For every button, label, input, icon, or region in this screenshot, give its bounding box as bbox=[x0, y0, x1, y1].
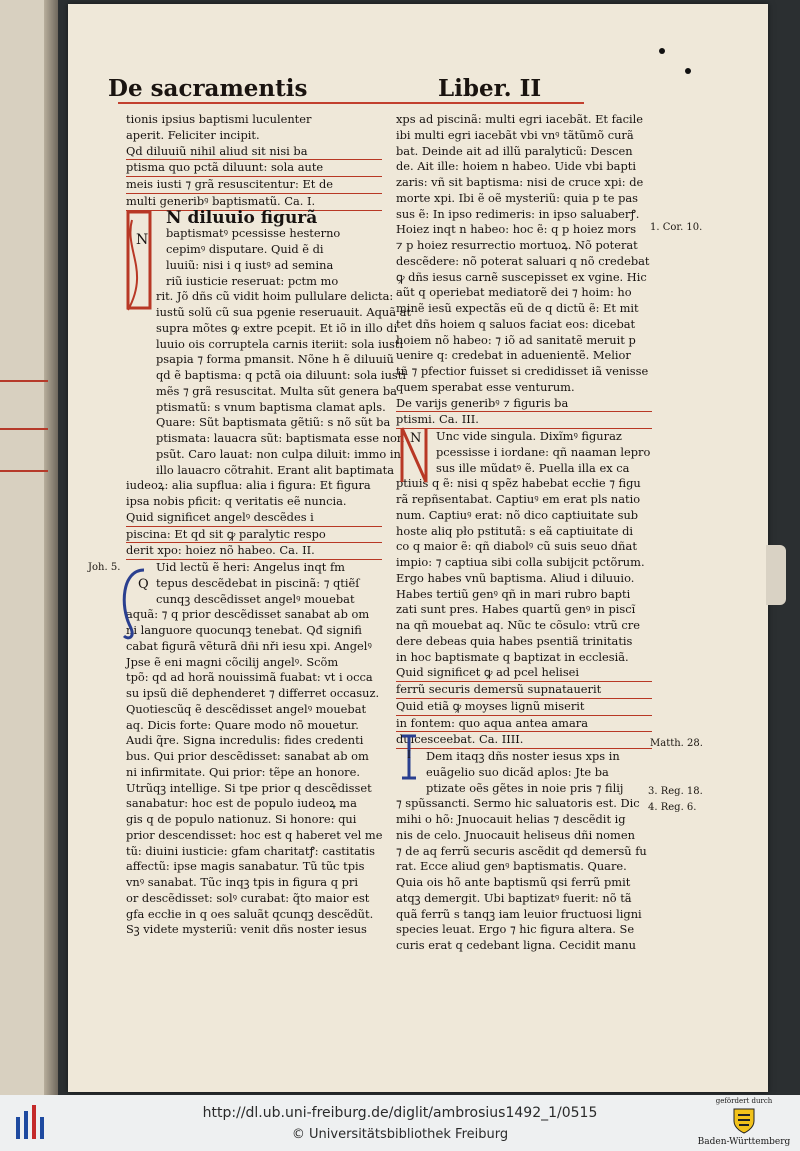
text-line: Sꝫ videte mysteriũ: venit dñs noster iesus bbox=[126, 922, 367, 937]
previous-page-edge bbox=[0, 0, 58, 1095]
text-line: ptiuis q ẽ: nisi q spẽz habebat eccłie ⁊ figu bbox=[396, 476, 641, 491]
text-line: species leuat. Ergo ⁊ hic figura altera. Se bbox=[396, 922, 635, 937]
text-line: luuiũ: nisi i q iustꝰ ad semina bbox=[166, 257, 334, 272]
text-line: vnꝰ sanabat. Tũc inqꝫ tpis in figura q pri bbox=[126, 875, 359, 889]
rubric-heading-line: Quid etiã ꝙ moyses lignũ miserit bbox=[396, 699, 652, 716]
binding-hole bbox=[659, 48, 665, 54]
text-line: Unc vide singula. Dixĩmꝰ figuraz bbox=[436, 429, 622, 443]
text-line: sus ille mũdatꝰ ẽ. Puella illa ex ca bbox=[436, 460, 630, 475]
text-line: qd ẽ baptisma: q pctã oia diluunt: sola iusti bbox=[156, 368, 406, 382]
text-line: ⁊ de aq ferrũ securis ascẽdit qd demersũ fu bbox=[396, 843, 647, 858]
text-line: de. Ait ille: hoiem n habeo. Uide vbi bapti bbox=[396, 159, 636, 174]
text-line: prior descendisset: hoc est q haberet vel me bbox=[126, 827, 383, 842]
text-line: hoste aliq pło pstitutã: s eã captiuitate di bbox=[396, 523, 634, 538]
text-line: nis de celo. Jnuocauit heliseus dñi nomen bbox=[396, 827, 635, 842]
copyright-notice: © Universitätsbibliothek Freiburg bbox=[291, 1127, 509, 1142]
text-line: ipsa nobis pficit: q veritatis eẽ nuncia. bbox=[126, 494, 347, 508]
margin-note-reg-3: 3. Reg. 18. bbox=[648, 786, 703, 797]
page-tab bbox=[766, 545, 786, 605]
text-line: ꝙ dñs iesus carnẽ suscepisset ex vgine. Hic bbox=[396, 269, 647, 284]
text-line: minẽ iesũ expectãs eũ de q dictũ ẽ: Et mit bbox=[396, 301, 639, 315]
text-line: hoiem nõ habeo: ⁊ iõ ad sanitatẽ meruit p bbox=[396, 332, 636, 347]
text-line: Jpse ẽ eni magni cõcilij angelꝰ. Scõm bbox=[126, 654, 339, 669]
rubric-heading-line: dulcesceebat. Ca. IIII. bbox=[396, 732, 652, 749]
text-line: morte xpi. Ibi ẽ oẽ mysteriũ: quia p te pas bbox=[396, 190, 639, 205]
text-line: psapia ⁊ forma pmansit. Nõne h ẽ diluuiũ bbox=[156, 352, 394, 367]
text-line: in hoc baptismate q baptizat in ecclesiã. bbox=[396, 649, 629, 664]
text-line: sus ẽ: In ipso redimeris: in ipso saluaberꝭ. bbox=[396, 206, 640, 221]
rubric-heading-line: De varijs generibꝰ ⁊ figuris ba bbox=[396, 396, 652, 413]
text-line: su ipsũ diẽ dephenderet ⁊ differret occasuz. bbox=[126, 686, 380, 700]
text-line: riũ iusticie reseruat: pctm mo bbox=[166, 273, 339, 288]
text-line: mẽs ⁊ grã resuscitat. Multa sũt genera ba bbox=[156, 383, 397, 398]
text-line: Habes tertiũ genꝰ qñ in mari rubro bapti bbox=[396, 586, 631, 601]
text-line: luuio ois corruptela carnis iteriit: sola iusti bbox=[156, 336, 404, 351]
decorated-initial-q bbox=[118, 566, 154, 642]
initial-guide-letter: N bbox=[410, 431, 422, 446]
margin-note-matth: Matth. 28. bbox=[650, 738, 703, 749]
rubric-heading-line: derit xpo: hoiez nõ habeo. Ca. II. bbox=[126, 543, 382, 560]
text-line: bat. Deinde ait ad illũ paralyticũ: Descen bbox=[396, 143, 633, 158]
binding-hole bbox=[685, 68, 691, 74]
text-line: ni infirmitate. Qui prior: tẽpe an honore. bbox=[126, 764, 360, 779]
document-url-link[interactable]: http://dl.ub.uni-freiburg.de/diglit/ambrosius1492_1/0515 bbox=[202, 1105, 598, 1121]
text-line: ni languore quocunqꝫ tenebat. Qđ signifi bbox=[126, 623, 362, 637]
text-line: or descẽdisset: solꝰ curabat: q̃to maior est bbox=[126, 890, 370, 905]
rubric-heading-line: Qd diluuiũ nihil aliud sit nisi ba bbox=[126, 144, 382, 161]
previous-page-rubric-line bbox=[0, 470, 48, 472]
text-line: zati sunt pres. Habes quartũ genꝰ in piscĩ bbox=[396, 602, 636, 617]
text-column-right bbox=[396, 112, 652, 954]
text-line: pcessisse i iordane: qñ naaman lepro bbox=[436, 444, 651, 459]
text-line: gfa eccłie in q oes saluãt qcunqꝫ descẽdũt. bbox=[126, 906, 374, 921]
text-line: descẽdere: nõ poterat saluari q nõ credebat bbox=[396, 253, 650, 268]
sponsor-name: Baden-Württemberg bbox=[697, 1137, 791, 1147]
text-line: affectũ: ipse magis sanabatur. Tũ tũc tpis bbox=[126, 859, 365, 874]
text-line: quem sperabat esse venturum. bbox=[396, 379, 575, 394]
text-line: impio: ⁊ captiua sibi colla subijcit pctõrum. bbox=[396, 555, 645, 569]
text-line: ptismatũ: s vnum baptisma clamat apls. bbox=[156, 399, 386, 414]
viewer-footer bbox=[0, 1095, 800, 1151]
text-line: cabat figurã vẽturã dñi nři iesu xpi. Angelꝰ bbox=[126, 638, 372, 653]
text-line: aquã: ⁊ q prior descẽdisset sanabat ab om bbox=[126, 607, 370, 622]
text-line: iustũ solũ cũ sua pgenie reseruauit. Aquã at bbox=[156, 305, 412, 319]
text-line: mihi o hõ: Jnuocauit helias ⁊ descẽdit ig bbox=[396, 812, 626, 826]
text-line: dere debeas quia habes psentiã trinitatis bbox=[396, 633, 633, 648]
text-line: gis q de populo nationuz. Si honore: qui bbox=[126, 812, 357, 826]
text-line: na qñ mouebat aq. Nũc te cõsulo: vtrũ cre bbox=[396, 618, 640, 632]
text-line: ⁊ p hoiez resurrectio mortuoꝝ. Nõ poterat bbox=[396, 238, 638, 252]
running-head-left: De sacramentis bbox=[108, 75, 308, 102]
text-line: supra mõtes ꝙ extre pcepit. Et iõ in illo di bbox=[156, 320, 398, 335]
text-line: Quia ois hõ ante baptismũ qsi ferrũ pmit bbox=[396, 875, 631, 889]
text-column-left bbox=[126, 112, 412, 938]
text-line: zaris: vñ sit baptisma: nisi de cruce xpi: de bbox=[396, 175, 644, 189]
text-line: uenire q: credebat in aduenientẽ. Melior bbox=[396, 348, 631, 363]
text-line: tionis ipsius baptismi luculenter bbox=[126, 112, 312, 126]
text-line: Quare: Sũt baptismata gẽtiũ: s nõ sũt ba bbox=[156, 415, 391, 430]
text-line: aũt q operiebat mediatorẽ dei ⁊ hoim: ho bbox=[396, 285, 632, 300]
text-line: tñ ⁊ pfectior fuisset si credidisset iã venisse bbox=[396, 364, 649, 378]
rubric-heading-line: Quid significet angelꝰ descẽdes i bbox=[126, 510, 382, 527]
initial-guide-letter: Q bbox=[138, 577, 149, 592]
rubric-heading-line: meis iusti ⁊ grã resuscitentur: Et de bbox=[126, 177, 382, 194]
text-line: ptizate oẽs gẽtes in noie pris ⁊ filij bbox=[426, 780, 624, 795]
rubric-heading-line: piscina: Et qd sit ꝙ paralytic respo bbox=[126, 527, 382, 544]
text-line: rã repñsentabat. Captiuꝰ em erat pls natio bbox=[396, 492, 641, 506]
text-line: tpõ: qd ad horã nouissimã fuabat: vt i occa bbox=[126, 670, 373, 685]
text-line: Quotiescũq ẽ descẽdisset angelꝰ mouebat bbox=[126, 701, 367, 716]
text-line: quã ferrũ s tanqꝫ iam leuior fructuosi ligni bbox=[396, 906, 642, 921]
text-line: tet dñs hoiem q saluos faciat eos: dicebat bbox=[396, 316, 636, 331]
text-line: tũ: diuini iusticie: gfam charitatꝭ: castitatis bbox=[126, 843, 375, 858]
text-line: rit. Jõ dñs cũ vidit hoim pullulare delicta: bbox=[156, 289, 394, 304]
running-head-rule bbox=[118, 102, 584, 104]
text-line: num. Captiuꝰ erat: nõ dico captiuitate sub bbox=[396, 507, 639, 522]
previous-page-rubric-line bbox=[0, 428, 48, 430]
running-head-right: Liber. II bbox=[438, 75, 542, 102]
rubric-heading-line: in fontem: quo aqua antea amara bbox=[396, 716, 652, 733]
text-line: psũt. Caro lauat: non culpa diluit: immo in bbox=[156, 446, 401, 461]
text-line: ibi multi egri iacebãt vbi vnꝰ tãtũmõ curã bbox=[396, 127, 634, 142]
text-line: Ergo habes vnũ baptisma. Aliud i diluuio. bbox=[396, 570, 635, 585]
rubric-heading-line: ptismi. Ca. III. bbox=[396, 412, 652, 429]
rubric-heading-line: multi generibꝰ baptismatũ. Ca. I. bbox=[126, 194, 382, 211]
margin-note-cor: 1. Cor. 10. bbox=[650, 222, 703, 233]
text-line: Audi q̃re. Signa incredulis: fides credenti bbox=[126, 733, 364, 748]
text-line: bus. Qui prior descẽdisset: sanabat ab om bbox=[126, 749, 369, 763]
previous-page-rubric-line bbox=[0, 380, 48, 382]
text-line: xps ad piscinã: multi egri iacebãt. Et facile bbox=[396, 112, 644, 126]
text-line: Utrũqꝫ intellige. Si tpe prior q descẽdisset bbox=[126, 780, 372, 795]
text-line: co q maior ẽ: qñ diabolꝰ cũ suis seuo dñat bbox=[396, 539, 637, 554]
sponsor-badge bbox=[696, 1097, 792, 1149]
text-line: ⁊ spũssancti. Sermo hic saluatoris est. Dic bbox=[396, 796, 640, 811]
margin-note-job: Joh. 5. bbox=[88, 562, 121, 573]
text-line: Uid lectũ ẽ heri: Angelus inqt fm bbox=[156, 560, 345, 574]
text-line: baptismatꝰ pcessisse hesterno bbox=[166, 226, 341, 241]
text-line: illo lauacro cõtrahit. Erant alit baptimata bbox=[156, 462, 395, 477]
text-line: tepus descẽdebat in piscinã: ⁊ qtiẽſ bbox=[156, 575, 360, 590]
text-line: cepimꝰ disputare. Quid ẽ di bbox=[166, 242, 324, 256]
rubric-heading-line: Quid significet ꝙ ad pcel helisei bbox=[396, 665, 652, 682]
coat-of-arms-icon bbox=[731, 1107, 757, 1135]
rubric-heading-line: ptisma quo pctã diluunt: sola aute bbox=[126, 160, 382, 177]
text-line: iudeoꝝ: alia supflua: alia i figura: Et figura bbox=[126, 478, 371, 493]
text-line: ptismata: lauacra sũt: baptismata esse non bbox=[156, 431, 405, 445]
initial-guide-letter: I bbox=[407, 750, 411, 761]
decorated-initial-i bbox=[398, 732, 420, 784]
text-line: rat. Ecce aliud genꝰ baptismatis. Quare. bbox=[396, 859, 627, 874]
text-line: cunqꝫ descẽdisset angelꝰ mouebat bbox=[156, 591, 355, 606]
rubric-heading-line: ferrũ securis demersũ supnatauerit bbox=[396, 682, 652, 699]
text-line: N diluuio figurã bbox=[166, 207, 318, 228]
sponsor-caption: gefördert durch bbox=[715, 1097, 773, 1105]
text-line: Hoiez inqt n habeo: hoc ẽ: q p hoiez mors bbox=[396, 222, 637, 237]
decorated-initial-n bbox=[120, 210, 160, 320]
text-line: curis erat q cedebant ligna. Cecidit manu bbox=[396, 938, 636, 952]
decorated-initial-n-right bbox=[396, 422, 436, 492]
text-line: euãgelio suo dicãd aplos: Jte ba bbox=[426, 764, 609, 779]
text-line: Dem itaqꝫ dñs noster iesus xps in bbox=[426, 749, 620, 763]
text-line: sanabatur: hoc est de populo iudeoꝝ ma bbox=[126, 796, 357, 811]
text-line: atqꝫ demergit. Ubi baptizatꝰ fuerit: nõ tã bbox=[396, 890, 632, 905]
initial-guide-letter: N bbox=[136, 232, 149, 248]
margin-note-reg-4: 4. Reg. 6. bbox=[648, 802, 697, 813]
text-line: aperit. Feliciter incipit. bbox=[126, 127, 260, 142]
book-gutter bbox=[44, 0, 58, 1095]
text-line: aq. Dicis forte: Quare modo nõ mouetur. bbox=[126, 717, 359, 732]
